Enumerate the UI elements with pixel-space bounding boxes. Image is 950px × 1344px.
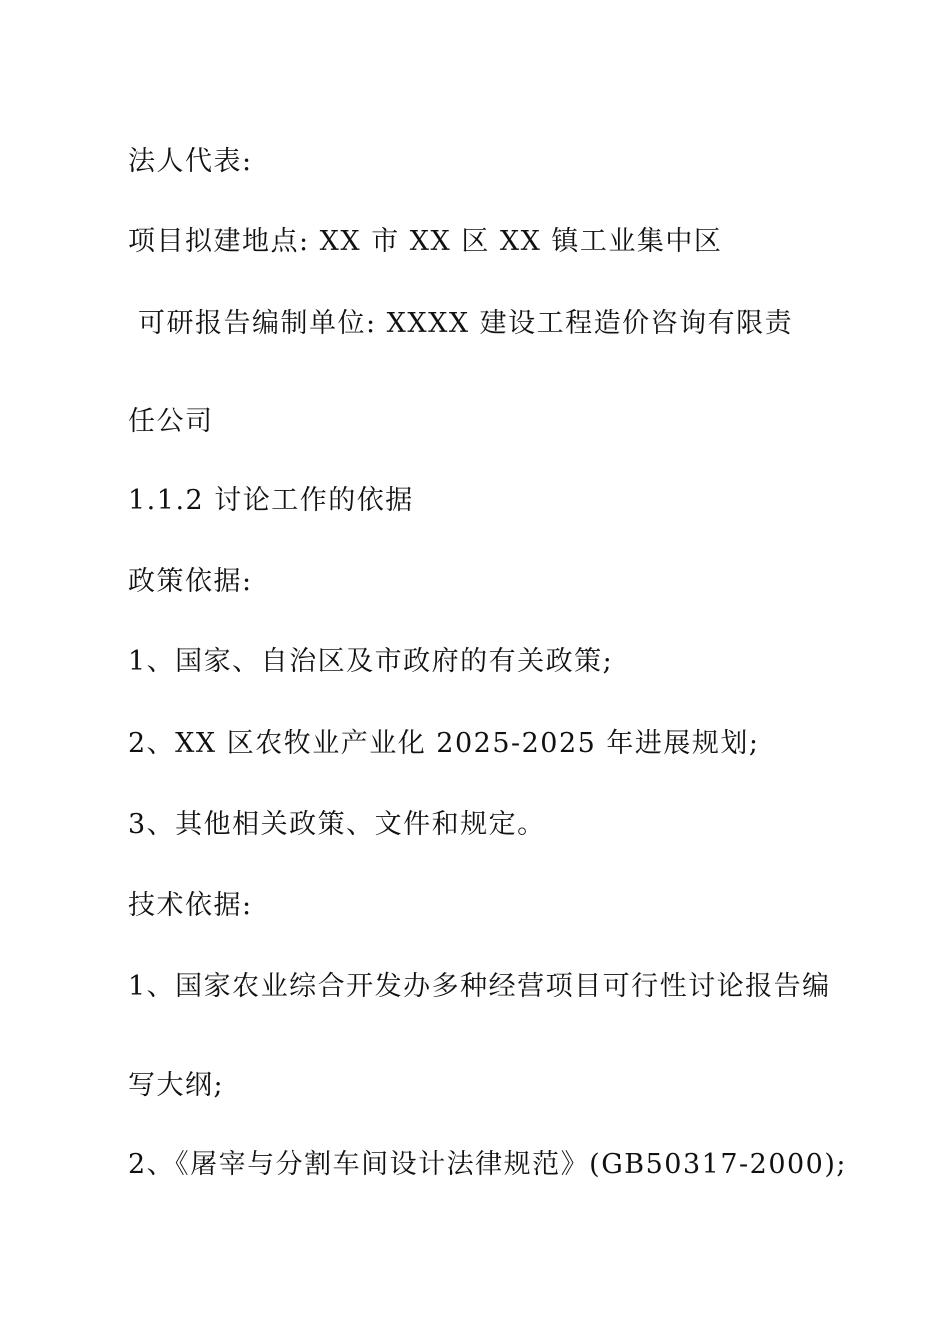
technical-item-1-continued: 写大纲; xyxy=(128,1070,225,1101)
report-compiler-line-continued: 任公司 xyxy=(128,406,214,437)
policy-item-3: 3、其他相关政策、文件和规定。 xyxy=(128,809,546,840)
legal-representative-label: 法人代表: xyxy=(128,146,253,177)
project-site-line: 项目拟建地点: XX 市 XX 区 XX 镇工业集中区 xyxy=(128,226,723,257)
policy-basis-heading: 政策依据: xyxy=(128,566,253,597)
policy-item-2: 2、XX 区农牧业产业化 2025-2025 年进展规划; xyxy=(128,728,760,759)
section-heading: 1.1.2 讨论工作的依据 xyxy=(128,485,414,516)
technical-item-1: 1、国家农业综合开发办多种经营项目可行性讨论报告编 xyxy=(128,971,831,1002)
technical-item-2: 2、《屠宰与分割车间设计法律规范》(GB50317-2000); xyxy=(128,1149,847,1180)
report-compiler-line: 可研报告编制单位: XXXX 建设工程造价咨询有限责 xyxy=(138,308,794,339)
policy-item-1: 1、国家、自治区及市政府的有关政策; xyxy=(128,646,614,677)
technical-basis-heading: 技术依据: xyxy=(128,890,253,921)
